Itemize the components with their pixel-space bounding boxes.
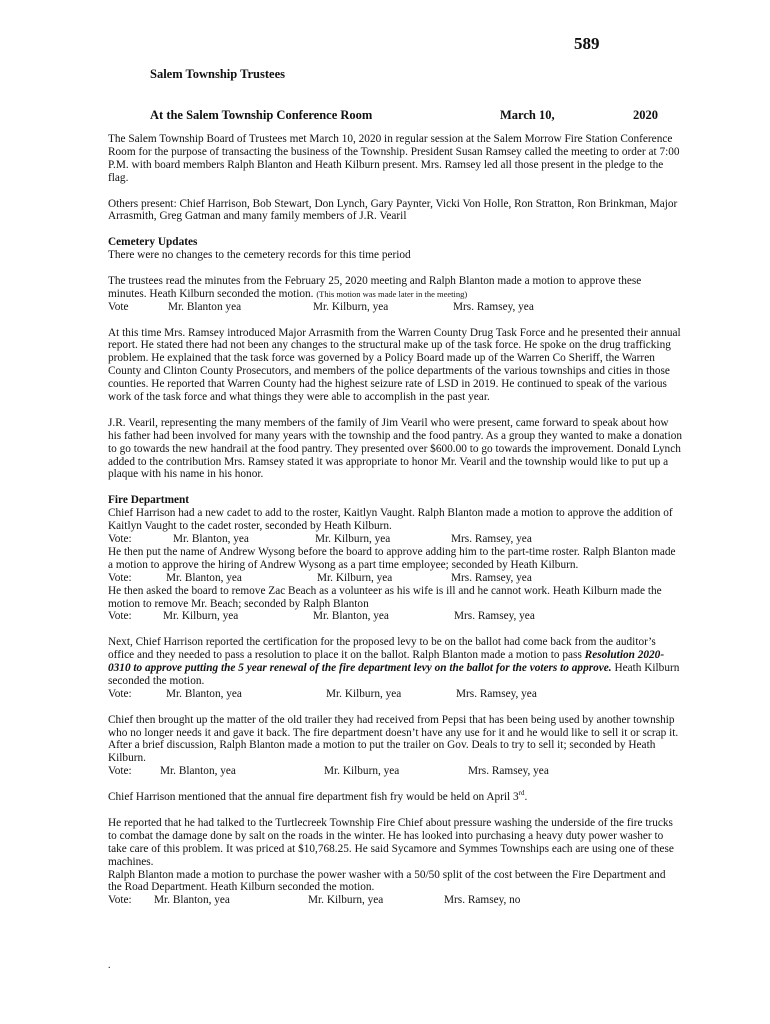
- vote-ramsey: Mrs. Ramsey, yea: [451, 571, 532, 584]
- vote-label: Vote: [108, 300, 129, 313]
- meeting-date: March 10,: [500, 108, 555, 122]
- vote-kilburn: Mr. Kilburn, yea: [317, 571, 393, 584]
- fish-fry-paragraph: [108, 791, 682, 804]
- vote-line: [108, 533, 682, 546]
- vote-kilburn: Mr. Kilburn, yea: [313, 300, 389, 313]
- vote-kilburn: Mr. Kilburn, yea: [326, 687, 402, 700]
- vote-kilburn: Mr. Kilburn, yea: [308, 894, 384, 907]
- vote-label: Vote:: [108, 610, 132, 623]
- vote-line: [108, 765, 682, 778]
- vote-ramsey: Mrs. Ramsey, yea: [454, 610, 535, 623]
- minutes-approval-note: (This motion was made later in the meeting): [316, 288, 468, 299]
- vote-blanton: Mr. Blanton, yea: [313, 610, 389, 623]
- vote-label: Vote:: [108, 765, 132, 778]
- levy-text: Next, Chief Harrison reported the certification for the proposed levy to be on the ballot had come back from the auditor’s office and they needed to pass a resolution to place it on the ballot. Ralph Blanton made a motion to pass: [108, 636, 656, 662]
- fish-fry-end: .: [524, 791, 528, 804]
- others-present-paragraph: Others present: Chief Harrison, Bob Stewart, Don Lynch, Gary Paynter, Vicki Von Holle, Ron Stratton, Ron Brinkman, Major Arrasmith, Greg Gatman and many family members of J.R. Vearil: [108, 197, 678, 223]
- vearil-paragraph: J.R. Vearil, representing the many members of the family of Jim Vearil who were present, came forward to speak about how his father had been involved for many years with the township and the food pantry. As a group they wanted to make a donation to go towards the new handrail at the food pantry. They presented over $600.00 to go towards the improvement. Donald Lynch added to the contribution Mrs. Ramsey stated it was appropriate to honor Mr. Vearil and the township would like to put up a plaque with his name in his honor.: [108, 416, 683, 481]
- levy-paragraph: [108, 636, 682, 688]
- vote-line: [108, 301, 682, 314]
- vote-kilburn: Mr. Kilburn, yea: [324, 765, 400, 778]
- fish-fry-ordinal: rd: [518, 789, 525, 798]
- levy-second: Heath Kilburn seconded the motion.: [108, 662, 680, 687]
- minutes-approval-paragraph: [108, 275, 682, 301]
- vote-line: [108, 688, 682, 701]
- cemetery-heading: Cemetery Updates: [108, 236, 198, 249]
- vote-ramsey: Mrs. Ramsey, yea: [468, 765, 549, 778]
- beach-paragraph: He then asked the board to remove Zac Beach as a volunteer as his wife is ill and he cannot work. Heath Kilburn made the motion to remove Mr. Beach; seconded by Ralph Blanton: [108, 584, 662, 610]
- vote-blanton: Mr. Blanton, yea: [154, 894, 230, 907]
- vote-line: [108, 610, 682, 623]
- vote-label: Vote:: [108, 533, 132, 545]
- vote-blanton: Mr. Blanton, yea: [173, 533, 249, 545]
- meeting-location: At the Salem Township Conference Room: [150, 108, 373, 122]
- vote-label: Vote:: [108, 687, 132, 700]
- organization-heading: Salem Township Trustees: [150, 67, 285, 81]
- vote-ramsey: Mrs. Ramsey, no: [444, 894, 521, 907]
- cadet-paragraph: Chief Harrison had a new cadet to add to the roster, Kaitlyn Vaught. Ralph Blanton made a motion to approve the addition of Kaitlyn Vaught to the cadet roster, seconded by Heath Kilburn.: [108, 507, 673, 533]
- meeting-year: 2020: [633, 108, 658, 122]
- vote-blanton: Mr. Blanton, yea: [160, 765, 236, 778]
- wysong-paragraph: He then put the name of Andrew Wysong before the board to approve adding him to the part-time roster. Ralph Blanton made a motion to approve the hiring of Andrew Wysong as a part time employee; seconded by Heath Kilburn.: [108, 545, 676, 571]
- fish-fry-text: Chief Harrison mentioned that the annual fire department fish fry would be held on April 3: [108, 791, 519, 804]
- vote-kilburn: Mr. Kilburn, yea: [163, 610, 239, 623]
- vote-ramsey: Mrs. Ramsey, yea: [456, 687, 537, 700]
- vote-ramsey: Mrs. Ramsey, yea: [453, 300, 534, 313]
- vote-blanton: Mr. Blanton, yea: [166, 571, 242, 584]
- vote-blanton: Mr. Blanton yea: [168, 300, 242, 313]
- vote-blanton: Mr. Blanton, yea: [166, 687, 242, 700]
- trailer-paragraph: Chief then brought up the matter of the old trailer they had received from Pepsi that has been being used by another township who no longer needs it and gave it back. The fire department doesn’t have any use for it and he would like to sell it or scrap it. After a brief discussion, Ralph Blanton made a motion to put the trailer on Gov. Deals to try to sell it; seconded by Heath Kilburn.: [108, 713, 679, 765]
- power-washer-motion: Ralph Blanton made a motion to purchase the power washer with a 50/50 split of the cost between the Fire Department and the Road Department. Heath Kilburn seconded the motion.: [108, 868, 666, 894]
- power-washer-paragraph: He reported that he had talked to the Turtlecreek Township Fire Chief about pressure washing the underside of the fire trucks to combat the damage done by salt on the roads in the winter. He has looked into purchasing a heavy duty power washer to take care of this problem. It was priced at $10,768.25. He said Sycamore and Symmes Townships each are using one of these machines.: [108, 816, 674, 868]
- vote-label: Vote:: [108, 571, 132, 584]
- minutes-body: [108, 133, 682, 907]
- fire-department-heading: Fire Department: [108, 494, 190, 507]
- intro-paragraph: The Salem Township Board of Trustees met March 10, 2020 in regular session at the Salem Morrow Fire Station Conference Room for the purpose of transacting the business of the Township. President Susan Ramsey called the meeting to order at 7:00 P.M. with board members Ralph Blanton and Heath Kilburn present. Mrs. Ramsey led all those present in the pledge to the flag.: [108, 133, 680, 184]
- cemetery-text: There were no changes to the cemetery records for this time period: [108, 249, 411, 262]
- vote-line: [108, 572, 682, 585]
- vote-label: Vote:: [108, 894, 132, 907]
- levy-resolution: Resolution 2020-0310 to approve putting the 5 year renewal of the fire department levy on the ballot for the voters to approve.: [108, 649, 665, 675]
- vote-kilburn: Mr. Kilburn, yea: [315, 533, 391, 545]
- vote-ramsey: Mrs. Ramsey, yea: [451, 533, 532, 545]
- vote-line: [108, 894, 682, 907]
- trailing-mark: .: [108, 960, 111, 971]
- minutes-approval-text: The trustees read the minutes from the February 25, 2020 meeting and Ralph Blanton made a motion to approve these minutes. Heath Kilburn seconded the motion.: [108, 274, 642, 300]
- task-force-paragraph: At this time Mrs. Ramsey introduced Major Arrasmith from the Warren County Drug Task Force and he presented their annual report. He stated there had not been any changes to the structural make up of the task force. He spoke on the drug trafficking problem. He explained that the task force was governed by a Policy Board made up of the Warren Co Sheriff, the Warren County and Clinton County Prosecutors, and members of the police departments of the various townships and cities in those counties. He reported that Warren County had the highest seizure rate of LSD in 2019. He continued to speak of the various work of the task force and what things they were able to accomplish in the past year.: [108, 326, 681, 404]
- page-number: 589: [574, 34, 600, 53]
